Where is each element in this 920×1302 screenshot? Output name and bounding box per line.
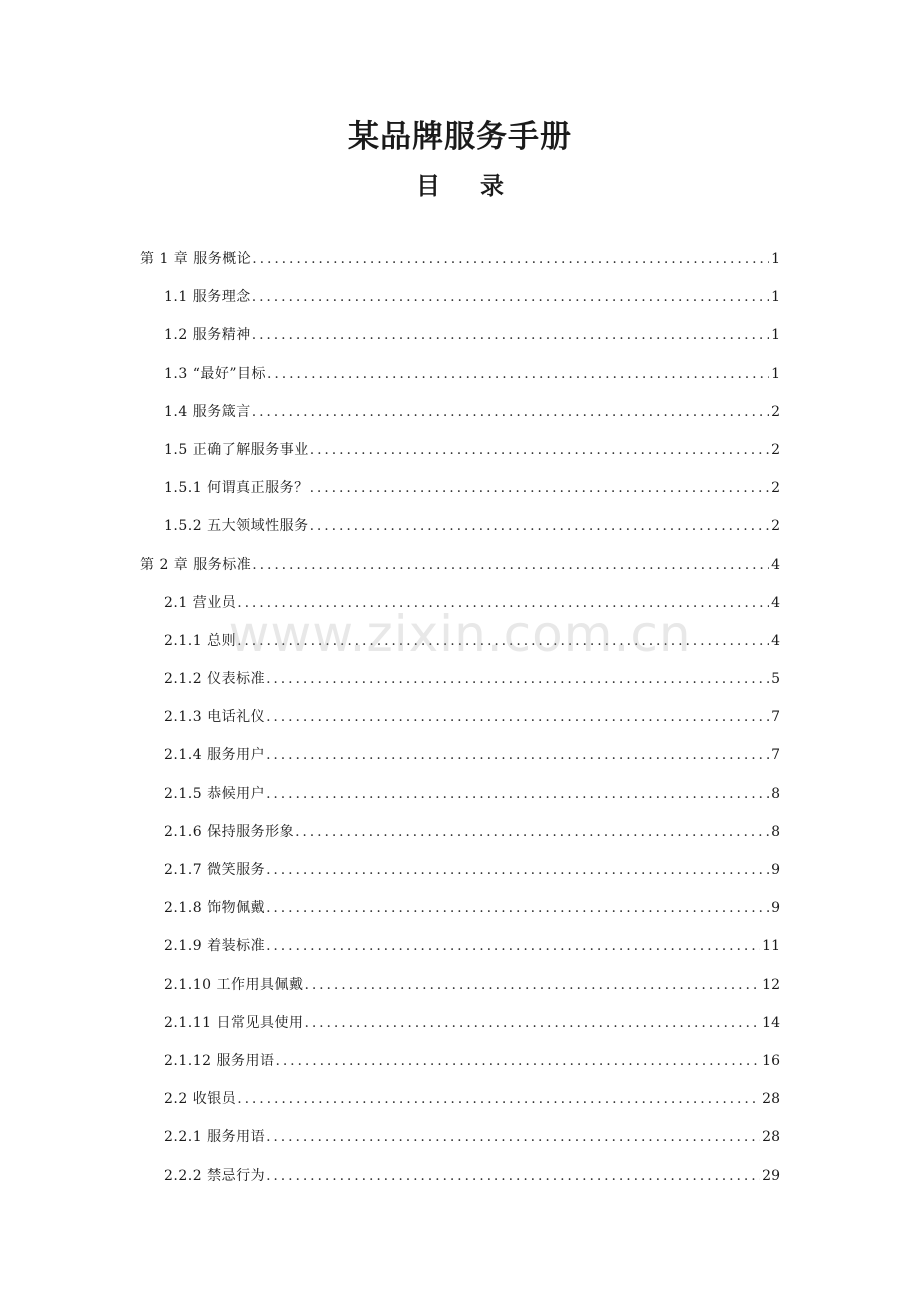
toc-entry-label: 2.1.3 电话礼仪 [164,709,266,726]
toc-entry-label: 第 2 章 服务标准 [140,556,252,573]
toc-page-number: 14 [762,1014,780,1031]
toc-page-number: 1 [771,289,780,306]
toc-page-number: 16 [762,1052,780,1069]
toc-dot-leader [266,1118,760,1156]
toc-section-entry[interactable] [140,1080,780,1118]
toc-entry-label: 2.2.1 服务用语 [164,1129,266,1146]
toc-page-number: 9 [771,900,780,917]
toc-section-entry[interactable] [140,927,780,965]
toc-chapter-entry[interactable] [140,240,780,278]
toc-entry-label: 2.1.7 微笑服务 [164,862,266,878]
toc-entry-label: 1.5.2 五大领域性服务 [164,518,309,535]
toc-page-number: 7 [771,709,780,726]
toc-section-entry[interactable] [140,431,780,469]
toc-heading-char: 录 [480,172,504,200]
toc-section-entry[interactable] [140,1118,780,1156]
toc-dot-leader [266,1157,760,1195]
toc-dot-leader [252,393,769,431]
toc-page-number: 2 [771,480,780,497]
toc-section-entry[interactable] [140,851,780,889]
toc-section-entry[interactable] [140,1004,780,1042]
toc-dot-leader [304,966,760,1004]
toc-page-number: 28 [762,1129,780,1146]
toc-entry-label: 1.5 正确了解服务事业 [164,441,309,458]
toc-page-number: 4 [771,556,780,573]
toc-section-entry[interactable] [140,278,780,316]
toc-entry-label: 第 1 章 服务概论 [140,251,252,267]
toc-entry-label: 2.1.9 着装标准 [164,938,266,955]
toc-page-number: 12 [762,976,780,993]
toc-dot-leader [266,775,769,813]
toc-page-number: 1 [771,365,780,382]
toc-heading-char: 目 [416,172,440,200]
toc-page-number: 11 [762,938,780,955]
toc-section-entry[interactable] [140,660,780,698]
toc-dot-leader [310,507,770,545]
toc-dot-leader [310,469,770,507]
toc-page-number: 1 [771,327,780,344]
toc-entry-label: 2.1.5 恭候用户 [164,785,266,802]
toc-page-number: 8 [771,823,780,840]
watermark: www.zixin.com.cn [228,605,692,663]
toc-section-entry[interactable] [140,316,780,354]
toc-section-entry[interactable] [140,698,780,736]
toc-dot-leader [237,622,769,660]
toc-section-entry[interactable] [140,1042,780,1080]
toc-dot-leader [275,1042,760,1080]
toc-heading [0,166,920,206]
toc-dot-leader [304,1004,760,1042]
toc-dot-leader [252,546,769,584]
toc-chapter-entry[interactable] [140,546,780,584]
toc-page-number: 28 [762,1091,780,1108]
toc-section-entry[interactable] [140,1157,780,1195]
toc-page-number: 5 [771,671,780,688]
toc-page-number: 2 [771,441,780,458]
toc-dot-leader [295,813,769,851]
toc-page-number: 2 [771,403,780,420]
toc-section-entry[interactable] [140,966,780,1004]
toc-page-number: 1 [771,251,780,267]
toc-dot-leader [266,889,769,927]
toc-page-number: 7 [771,747,780,764]
toc-entry-label: 1.3 “最好”目标 [164,365,267,382]
toc-section-entry[interactable] [140,736,780,774]
toc-dot-leader [310,431,769,469]
toc-section-entry[interactable] [140,775,780,813]
toc-entry-label: 2.2.2 禁忌行为 [164,1167,266,1184]
toc-section-entry[interactable] [140,622,780,660]
toc-entry-label: 2.1.10 工作用具佩戴 [164,976,304,993]
toc-entry-label: 1.2 服务精神 [164,327,251,344]
toc-entry-label: 2.1.6 保持服务形象 [164,823,295,840]
toc-entry-label: 2.1.1 总则 [164,632,237,649]
toc-page-number: 2 [771,518,780,535]
toc-dot-leader [266,698,769,736]
toc-section-entry[interactable] [140,584,780,622]
toc-dot-leader [252,316,769,354]
toc-dot-leader [237,1080,760,1118]
toc-section-entry[interactable] [140,507,780,545]
toc-entry-label: 1.5.1 何谓真正服务？ [164,480,309,497]
toc-page-number: 4 [771,594,780,611]
toc-dot-leader [266,736,769,774]
toc-entry-label: 2.1.2 仪表标准 [164,671,266,688]
toc-entry-label: 2.1.8 饰物佩戴 [164,900,266,917]
toc-dot-leader [252,278,769,316]
toc-dot-leader [252,240,769,278]
toc-section-entry[interactable] [140,469,780,507]
toc-page-number: 29 [762,1167,780,1184]
toc-section-entry[interactable] [140,393,780,431]
toc-dot-leader [267,355,769,393]
table-of-contents [140,240,780,1195]
toc-page-number: 9 [771,862,780,878]
toc-section-entry[interactable] [140,889,780,927]
toc-page-number: 8 [771,785,780,802]
toc-entry-label: 2.1.11 日常见具使用 [164,1014,304,1031]
toc-page-number: 4 [771,632,780,649]
toc-entry-label: 2.1.4 服务用户 [164,747,266,764]
toc-entry-label: 1.4 服务箴言 [164,403,251,420]
toc-entry-label: 2.2 收银员 [164,1091,237,1108]
toc-section-entry[interactable] [140,355,780,393]
toc-entry-label: 1.1 服务理念 [164,289,251,306]
toc-entry-label: 2.1 营业员 [164,594,237,611]
toc-section-entry[interactable] [140,813,780,851]
toc-dot-leader [266,660,769,698]
toc-dot-leader [266,851,769,889]
document-title: 某品牌服务手册 [348,119,572,155]
toc-dot-leader [237,584,769,622]
toc-dot-leader [266,927,760,965]
toc-entry-label: 2.1.12 服务用语 [164,1052,275,1069]
